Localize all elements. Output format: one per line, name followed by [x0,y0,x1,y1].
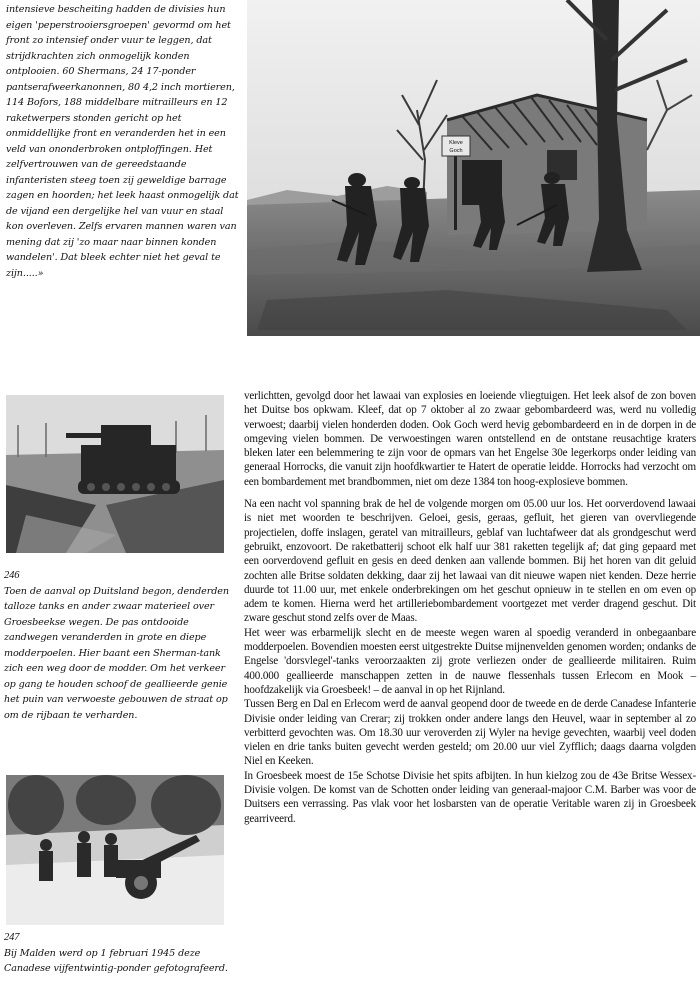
caption-247-number: 247 [4,932,20,943]
body-paragraph-3: Het weer was erbarmelijk slecht en de meeste wegen waren al spoedig veranderd in onbegaanbare modderpoelen. Bovendien moesten eerst uitgestrekte Duitse mijnenvelden genomen worden; ondanks de Engelse 'dorsvlegel'-tanks veroorzaakten zij grote verliezen onder de geallieerde militairen. Ruim 400.000 geallieerde manschappen zetten in de nauwe flessenhals tussen Erlecom en Mook – hoofdzakelijk via Groesbeek! – de aanval in op het Rijnland. [244,626,696,696]
body-paragraph-4: Tussen Berg en Dal en Erlecom werd de aanval geopend door de tweede en de derde Canadese Infanterie Divisie onder leiding van Crerar; zij trokken onder andere langs den Heuvel, waar in september al zo verbitterd gevochten was. Om 18.30 uur veroverden zij Wyler na hevige gevechten, waarbij veel doden vielen en drie tanks buiten gevecht werden gesteld; om 20.00 uur viel Zyfflich; daags daarna volgden Niel en Keeken. [244,698,696,768]
svg-text:Goch: Goch [449,148,463,154]
caption-246 [4,568,238,723]
svg-text:Kleve: Kleve [449,140,463,146]
caption-247 [4,930,238,977]
caption-246-number: 246 [4,570,20,581]
body-paragraph-1: verlichtten, gevolgd door het lawaai van explosies en loeiende vliegtuigen. Het leek alsof de zon boven het Duitse bos opkwam. Kleef, dat op 7 oktober al zo zwaar gebombardeerd was, werd nu volledig verwoest; daarbij vielen honderden doden. Ook Goch werd hevig gebombardeerd en in de dorpen in de omgeving vielen bommen. De verwoestingen waren ontstellend en de ontstane reusachtige kraters bleken later een belemmering te zijn voor de opmars van het Engelse 30e legerkorps onder leiding van generaal Horrocks, die vanuit zijn hoofdkwartier te Hatert de operatie leidde. Horrocks had verzocht om een bombardement met brandbommen, niet om deze 1384 ton hoog-explosieve bommen. [244,390,696,488]
canadian-gun-photo [6,775,224,925]
sherman-tank-photo [6,395,224,553]
caption-247-text: Bij Malden werd op 1 februari 1945 deze Canadese vijfentwintig-ponder gefotografeerd. [4,947,228,974]
body-paragraph-5: In Groesbeek moest de 15e Schotse Divisie het spits afbijten. In hun kielzog zou de 43e Britse Wessex-Divisie volgen. De komst van de Schotten onder leiding van generaal-majoor C.M. Barber was voor de Duitsers een verrassing. Pas vlak voor het losbarsten van de operatie Veritable waren zij in Groesbeek gearriveerd. [244,769,696,825]
soldiers-advancing-photo [247,0,700,336]
body-paragraph-2: Na een nacht vol spanning brak de hel de volgende morgen om 05.00 uur los. Het oorverdovend lawaai is niet met woorden te beschrijven. Geloei, gesis, geraas, gefluit, het gieren van overvliegende projectielen, doffe inslagen, geratel van mitrailleurs, geblaf van luchtafweer dat als grondgeschut werd gebruikt, enzovoort. De raketbatterij schoot elk half uur 381 raketten tegelijk af; dat ging gepaard met een oorverdovend gefluit en gesis en deed denken aan vallende bommen. Bij het horen van dit geluid zochten alle Britse soldaten dekking, daar zij het lawaai van dit nieuwe wapen niet kenden. Deze herrie duurde tot 11.00 uur, met enkele onderbrekingen om het geschut opnieuw in te stellen en om even op adem te komen. Hierna werd het artilleriebombardement voortgezet met verder dragend geschut. Dit zware geschut stond zelfs over de Maas. [244,498,696,625]
body-text [244,389,696,826]
caption-246-text: Toen de aanval op Duitsland begon, denderden talloze tanks en ander zwaar materieel over Groesbeekse wegen. De pas ontdooide zandwegen veranderden in grote en diepe modderpoelen. Hier baant een Sherman-tank zich een weg door de modder. Om het verkeer op gang te houden schoof de geallieerde genie het puin van verwoeste gebouwen de straat op om de rijbaan te verharden. [4,585,229,721]
quote-text: intensieve bescheiting hadden de divisies hun eigen 'peperstrooiersgroepen' gevormd om het front zo intensief onder vuur te leggen, dat strijdkrachten zich onmogelijk konden ontplooien. 60 Shermans, 24 17-ponder pantserafweerkanonnen, 80 4,2 inch mortieren, 114 Bofors, 188 middelbare mitrailleurs en 12 raketwerpers stonden gericht op het onmiddellijke front en veranderden het in een veld van ononderbroken ontploffingen. Het zelfvertrouwen van de gereedstaande infanteristen steeg toen zij geweldige barrage zagen en hoorden; het leek haast onmogelijk dat de vijand een dergelijke hel van vuur en staal kon overleven. Zelfs ervaren mannen waren van mening dat zij 'zo maar naar binnen konden wandelen'. Dat bleek echter niet het geval te zijn.....» [6,4,239,279]
